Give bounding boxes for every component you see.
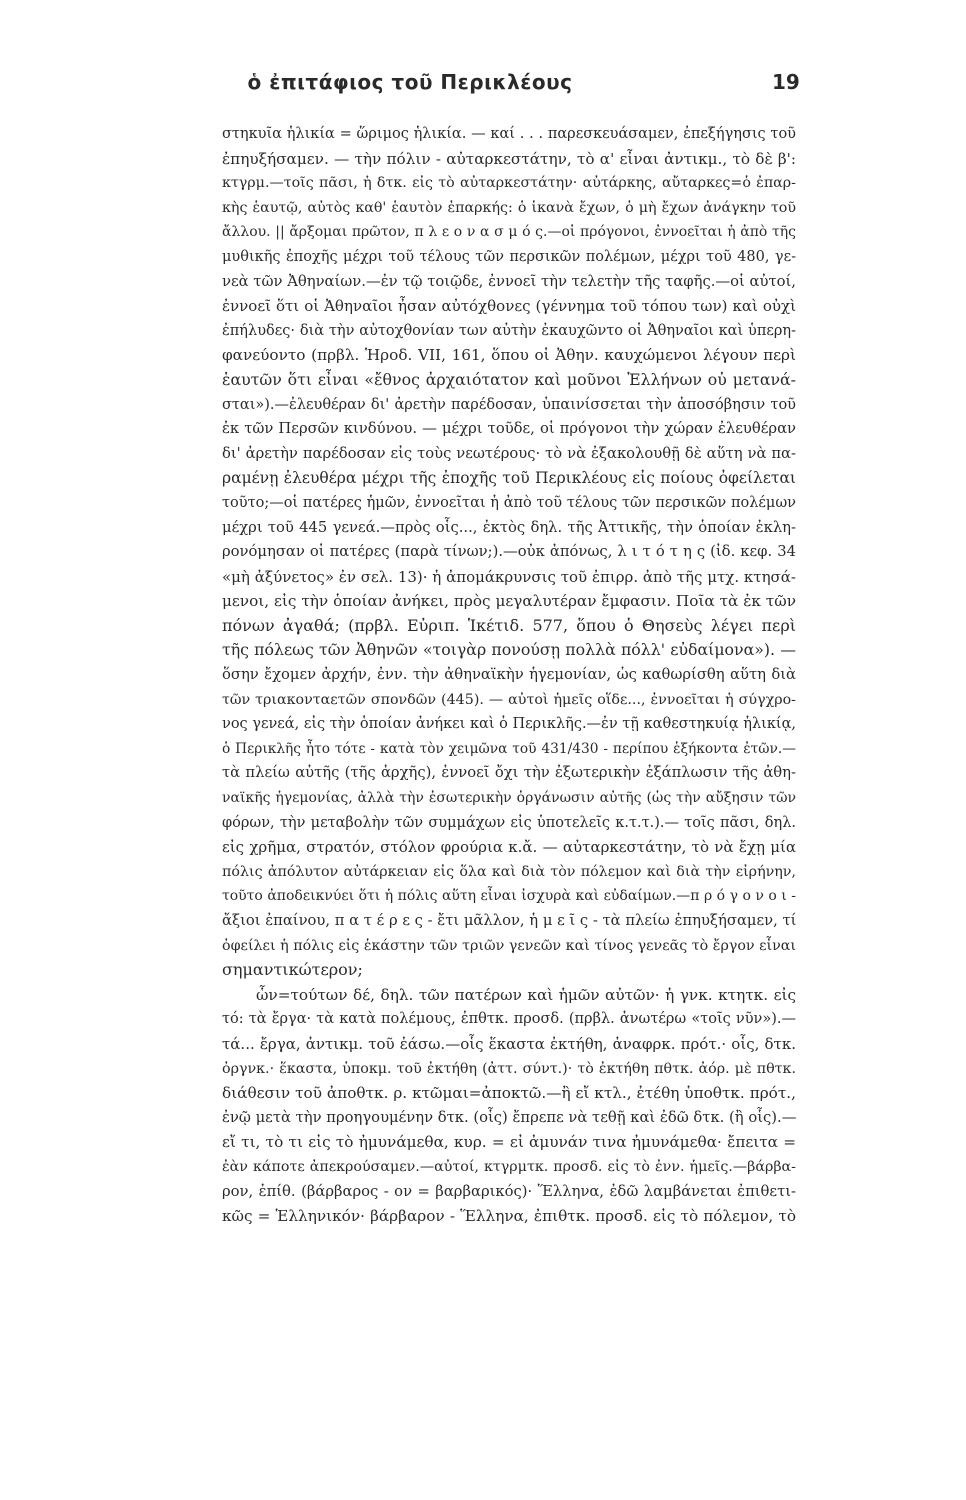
text-line: ἄξιοι ἐπαίνου, π α τ έ ρ ε ς - ἔτι μᾶλλον, ἡ μ ε ῖ ς - τὰ πλείω ἐπηυξήσαμεν, τί [222,912,796,929]
text-line: πόνων ἀγαθά; (πρβλ. Εὐριπ. Ἱκέτιδ. 577, ὅπου ὁ Θησεὺς λέγει περὶ [222,615,796,635]
text-line: ὀφείλει ἡ πόλις εἰς ἑκάστην τῶν τριῶν γενεῶν καὶ τίνος γενεᾶς τὸ ἔργον εἶναι [222,937,796,954]
text-line: τά... ἔργα, ἀντικμ. τοῦ ἐάσω.—οἷς ἕκαστα ἐκτήθη, ἀναφρκ. πρότ.· οἷς, δτκ. [222,1034,796,1053]
text-line: μέχρι τοῦ 445 γενεά.—πρὸς οἷς..., ἐκτὸς δηλ. τῆς Ἀττικῆς, τὴν ὁποίαν ἐκλη- [222,518,796,536]
text-line: ἐκ τῶν Περσῶν κινδύνου. — μέχρι τοῦδε, οἱ πρόγονοι τὴν χώραν ἐλευθέραν [222,420,796,438]
running-title: ὁ ἐπιτάφιος τοῦ Περικλέους [247,70,573,94]
text-line: ναϊκῆς ἡγεμονίας, ἀλλὰ τὴν ἐσωτερικὴν ὀργάνωσιν αὐτῆς (ὡς τὴν αὔξησιν τῶν [222,790,796,807]
text-line: ἐπηυξήσαμεν. — τὴν πόλιν - αὐταρκεστάτην, τὸ α' εἶναι ἀντικμ., τὸ δὲ β': [222,149,796,168]
text-line: «μὴ ἀξύνετος» ἐν σελ. 13)· ἡ ἀπομάκρυνσις τοῦ ἐπιρρ. ἀπὸ τῆς μτχ. κτησά- [222,567,796,586]
text-line: τῆς πόλεως τῶν Ἀθηνῶν «τοιγὰρ πονούσῃ πολλὰ πόλλ' εὐδαίμονα»). — [222,640,796,660]
text-line: σται»).—ἐλευθέραν δι' ἀρετὴν παρέδοσαν, ὑπαινίσσεται τὴν ἀποσόβησιν τοῦ [222,396,796,413]
text-line: ἄλλου. || ἄρξομαι πρῶτον, π λ ε ο ν α σ μ ό ς.—οἱ πρόγονοι, ἐννοεῖται ἡ ἀπὸ τῆς [222,224,796,241]
text-line: σημαντικώτερον; [222,960,363,980]
text-line: ρονόμησαν οἱ πατέρες (παρὰ τίνων;).—οὐκ ἀπόνως, λ ι τ ό τ η ς (ἰδ. κεφ. 34 [222,543,796,561]
text-line: στηκυῖα ἡλικία = ὥριμος ἡλικία. — καί . . . παρεσκευάσαμεν, ἐπεξήγησις τοῦ [222,126,796,142]
text-line: τὰ πλείω αὐτῆς (τῆς ἀρχῆς), ἐννοεῖ ὄχι τὴν ἐξωτερικὴν ἐξάπλωσιν τῆς ἀθη- [222,764,796,782]
text-line: μενοι, εἰς τὴν ὁποίαν ἀνήκει, πρὸς μεγαλυτέραν ἔμφασιν. Ποῖα τὰ ἐκ τῶν [222,592,796,611]
text-line: κτγρμ.—τοῖς πᾶσι, ἡ δτκ. εἰς τὸ αὐταρκεστάτην· αὐτάρκης, αὔταρκες=ὁ ἐπαρ- [222,175,796,192]
text-line: ἐννοεῖ ὅτι οἱ Ἀθηναῖοι ἦσαν αὐτόχθονες (γέννημα τοῦ τόπου των) καὶ οὐχὶ [222,297,796,316]
text-line: νος γενεά, εἰς τὴν ὁποίαν ἀνήκει καὶ ὁ Περικλῆς.—ἐν τῇ καθεστηκυίᾳ ἡλικίᾳ, [222,716,796,733]
text-line: μυθικῆς ἐποχῆς μέχρι τοῦ τέλους τῶν περσικῶν πολέμων, μέχρι τοῦ 480, γε- [222,248,796,265]
text-line: ὅσην ἔχομεν ἀρχήν, ἐνν. τὴν ἀθηναϊκὴν ἡγεμονίαν, ὡς καθωρίσθη αὕτη διὰ [222,666,796,684]
page-number: 19 [772,70,800,94]
text-line: διάθεσιν τοῦ ἀποθτκ. ρ. κτῶμαι=ἀποκτῶ.—ἢ εἴ κτλ., ἐτέθη ὑποθτκ. πρότ., [222,1084,796,1103]
text-line: τό: τὰ ἔργα· τὰ κατὰ πολέμους, ἐπθτκ. προσδ. (πρβλ. ἀνωτέρω «τοῖς νῦν»).— [222,1011,796,1028]
text-line: φόρων, τὴν μεταβολὴν τῶν συμμάχων εἰς ὑποτελεῖς κ.τ.τ.).— τοῖς πᾶσι, δηλ. [222,814,796,831]
text-line: εἰς χρῆμα, στρατόν, στόλον φρούρια κ.ἄ. — αὐταρκεστάτην, τὸ νὰ ἔχῃ μία [222,838,796,857]
text-line: τῶν τριακονταετῶν σπονδῶν (445). — αὐτοὶ ἡμεῖς οἵδε..., ἐννοεῖται ἡ σύγχρο- [222,691,796,708]
text-line: ἐπήλυδες· διὰ τὴν αὐτοχθονίαν των αὐτὴν ἐκαυχῶντο οἱ Ἀθηναῖοι καὶ ὑπερη- [222,322,796,339]
text-line: τοῦτο;—οἱ πατέρες ἡμῶν, ἐννοεῖται ἡ ἀπὸ τοῦ τέλους τῶν περσικῶν πολέμων [222,494,796,511]
text-line: ραμένῃ ἐλευθέρα μέχρι τῆς ἐποχῆς τοῦ Περικλέους εἰς ποίους ὀφείλεται [222,469,796,488]
text-line: ἑαυτῶν ὅτι εἶναι «ἔθνος ἀρχαιότατον καὶ μοῦνοι Ἑλλήνων οὐ μετανά- [222,369,796,389]
text-line: πόλις ἀπόλυτον αὐτάρκειαν εἰς ὅλα καὶ διὰ τὸν πόλεμον καὶ διὰ τὴν εἰρήνην, [222,863,796,880]
text-line: φανεύοντο (πρβλ. Ἡροδ. VII, 161, ὅπου οἱ Ἀθην. καυχώμενοι λέγουν περὶ [222,346,796,365]
page-header [0,70,966,100]
text-line: ὀργνκ.· ἕκαστα, ὑποκμ. τοῦ ἐκτήθη (ἀττ. σύντ.)· τὸ ἐκτήθη πθτκ. ἀόρ. μὲ πθτκ. [222,1060,796,1077]
text-line: ὁ Περικλῆς ἦτο τότε - κατὰ τὸν χειμῶνα τοῦ 431/430 - περίπου ἑξήκοντα ἐτῶν.— [222,740,796,757]
text-line: ἐὰν κάποτε ἀπεκρούσαμεν.—αὐτοί, κτγρμτκ. προσδ. εἰς τὸ ἐνν. ἡμεῖς.—βάρβα- [222,1158,796,1175]
text-line: εἴ τι, τὸ τι εἰς τὸ ἠμυνάμεθα, κυρ. = εἰ ἀμυνάν τινα ἠμυνάμεθα· ἔπειτα = [222,1133,796,1152]
text-line: ὧν=τούτων δέ, δηλ. τῶν πατέρων καὶ ἡμῶν αὐτῶν· ἡ γνκ. κτητκ. εἰς [256,985,796,1004]
commentary-text [222,122,796,1229]
text-line: ἐνῷ μετὰ τὴν προηγουμένην δτκ. (οἷς) ἔπρεπε νὰ τεθῇ καὶ ἐδῶ δτκ. (ἢ οἷς).— [222,1108,796,1126]
text-line: κὴς ἑαυτῷ, αὐτὸς καθ' ἑαυτὸν ἐπαρκής: ὁ ἱκανὰ ἔχων, ὁ μὴ ἔχων ἀνάγκην τοῦ [222,199,796,216]
text-line: ρον, ἐπίθ. (βάρβαρος - ον = βαρβαρικός)· Ἕλληνα, ἐδῶ λαμβάνεται ἐπιθετι- [222,1182,796,1200]
text-line: νεὰ τῶν Ἀθηναίων.—ἐν τῷ τοιῷδε, ἐννοεῖ τὴν τελετὴν τῆς ταφῆς.—οἱ αὐτοί, [222,272,796,290]
text-line: δι' ἀρετὴν παρέδοσαν εἰς τοὺς νεωτέρους· τὸ νὰ ἐξακολουθῇ δὲ αὕτη νὰ πα- [222,444,796,462]
text-line: τοῦτο ἀποδεικνύει ὅτι ἡ πόλις αὕτη εἶναι ἰσχυρὰ καὶ εὐδαίμων.—π ρ ό γ ο ν ο ι - [222,888,796,905]
text-line: κῶς = Ἑλληνικόν· βάρβαρον - Ἕλληνα, ἐπιθτκ. προσδ. εἰς τὸ πόλεμον, τὸ [222,1207,796,1226]
